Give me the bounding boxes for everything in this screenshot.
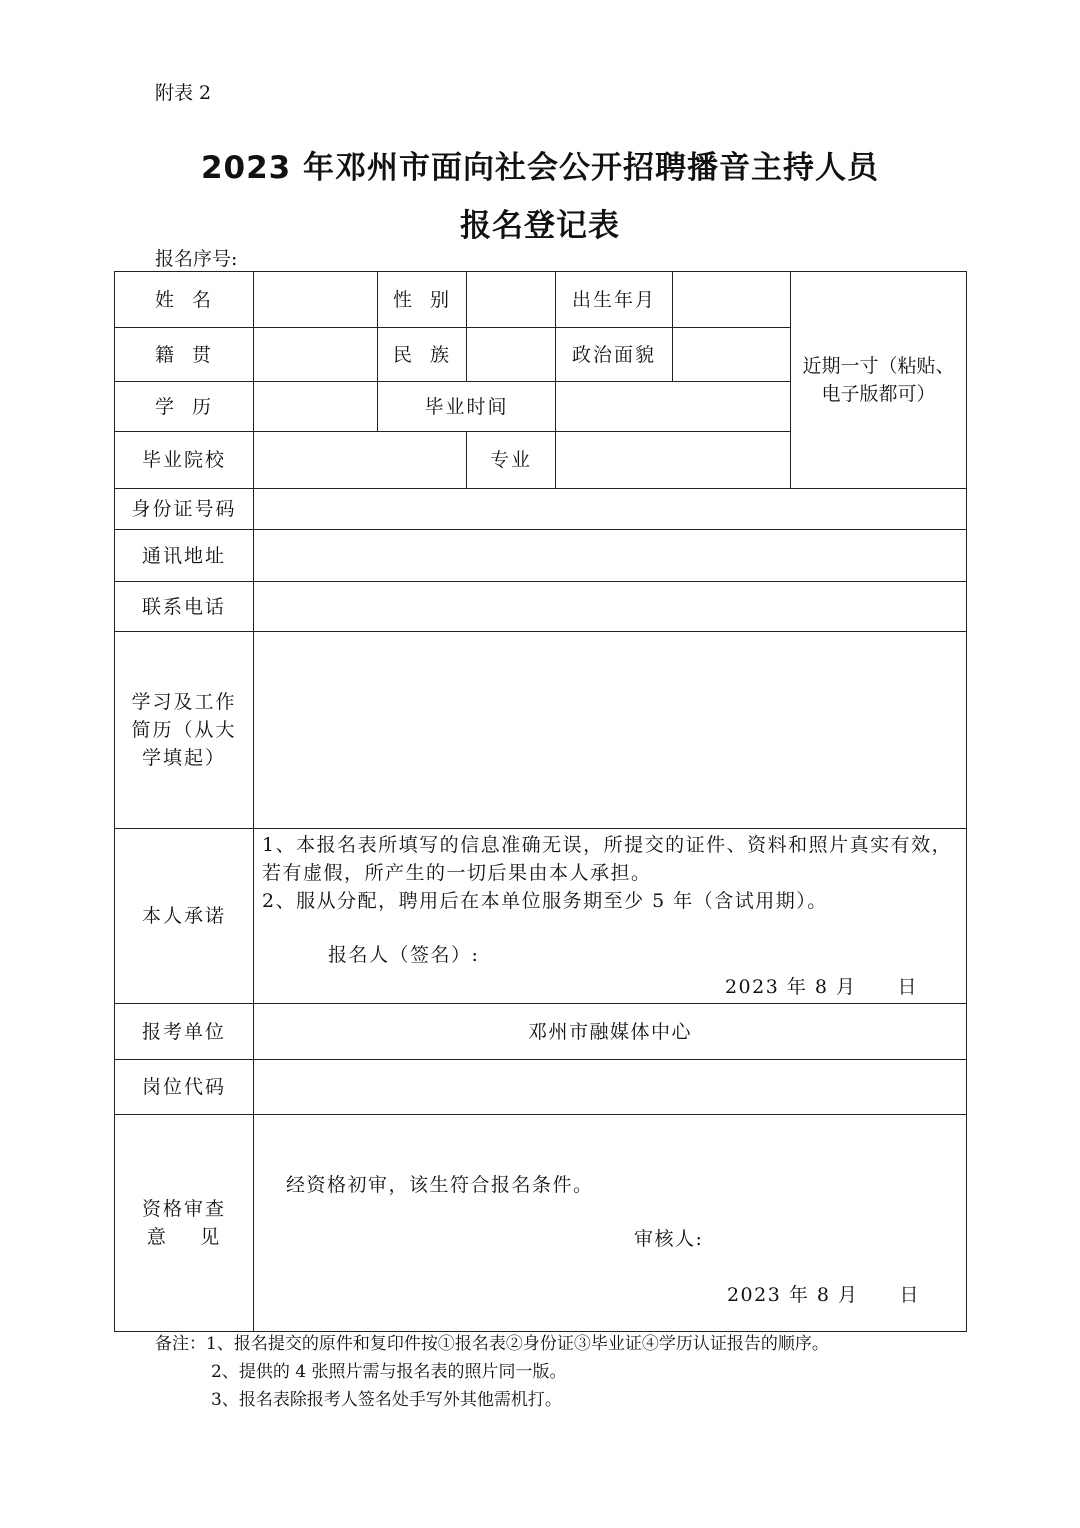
political-label: 政治面貌 — [556, 328, 673, 382]
id-label: 身份证号码 — [115, 489, 254, 530]
note-2: 2、提供的 4 张照片需与报名表的照片同一版。 — [211, 1362, 567, 1382]
photo-label: 近期一寸（粘贴、电子版都可） — [802, 355, 955, 405]
pledge-item-1: 1、本报名表所填写的信息准确无误，所提交的证件、资料和照片真实有效，若有虚假，所产生的一切后果由本人承担。 — [262, 834, 953, 884]
form-table — [114, 271, 967, 1332]
notes — [155, 1330, 829, 1414]
subtitle: 报名登记表 — [460, 208, 620, 244]
unit-value: 邓州市融媒体中心 — [254, 1004, 967, 1060]
gender-label: 性 别 — [378, 272, 467, 328]
resume-field[interactable] — [254, 632, 967, 829]
title: 2023 年邓州市面向社会公开招聘播音主持人员 — [200, 150, 880, 186]
pledge-content — [254, 829, 967, 1004]
name-label: 姓 名 — [115, 272, 254, 328]
native-label: 籍 贯 — [115, 328, 254, 382]
education-label: 学 历 — [115, 382, 254, 432]
school-label: 毕业院校 — [115, 432, 254, 489]
note-1: 备注：1、报名提交的原件和复印件按①报名表②身份证③毕业证④学历认证报告的顺序。 — [155, 1334, 829, 1354]
education-field[interactable] — [254, 382, 378, 432]
grad-time-field[interactable] — [556, 382, 791, 432]
address-label: 通讯地址 — [115, 530, 254, 582]
phone-label: 联系电话 — [115, 582, 254, 632]
ethnic-label: 民 族 — [378, 328, 467, 382]
reviewer-label: 审核人: — [634, 1228, 704, 1250]
phone-field[interactable] — [254, 582, 967, 632]
post-code-field[interactable] — [254, 1060, 967, 1115]
review-label-line2: 意 见 — [146, 1226, 222, 1248]
unit-label: 报考单位 — [115, 1004, 254, 1060]
review-content — [254, 1115, 967, 1332]
review-label-line1: 资格审查 — [141, 1198, 226, 1220]
pledge-signature[interactable]: 报名人（签名）: — [328, 944, 480, 966]
review-date: 2023 年 8 月 日 — [726, 1284, 920, 1306]
post-code-label: 岗位代码 — [115, 1060, 254, 1115]
birth-label: 出生年月 — [556, 272, 673, 328]
major-field[interactable] — [556, 432, 791, 489]
school-field[interactable] — [254, 432, 467, 489]
grad-time-label: 毕业时间 — [378, 382, 556, 432]
review-label — [115, 1115, 254, 1332]
native-field[interactable] — [254, 328, 378, 382]
resume-label: 学习及工作简历（从大学填起） — [115, 632, 254, 829]
address-field[interactable] — [254, 530, 967, 582]
note-3: 3、报名表除报考人签名处手写外其他需机打。 — [211, 1390, 562, 1410]
review-opinion: 经资格初审，该生符合报名条件。 — [286, 1174, 594, 1196]
pledge-item-2: 2、服从分配，聘用后在本单位服务期至少 5 年（含试用期）。 — [262, 890, 828, 912]
annex-label: 附表 2 — [155, 82, 212, 104]
pledge-date: 2023 年 8 月 日 — [724, 976, 918, 998]
major-label: 专业 — [467, 432, 556, 489]
name-field[interactable] — [254, 272, 378, 328]
serial-number-label: 报名序号: — [155, 248, 238, 270]
photo-box[interactable] — [791, 272, 967, 489]
gender-field[interactable] — [467, 272, 556, 328]
pledge-label: 本人承诺 — [115, 829, 254, 1004]
birth-field[interactable] — [673, 272, 791, 328]
ethnic-field[interactable] — [467, 328, 556, 382]
id-field[interactable] — [254, 489, 967, 530]
political-field[interactable] — [673, 328, 791, 382]
